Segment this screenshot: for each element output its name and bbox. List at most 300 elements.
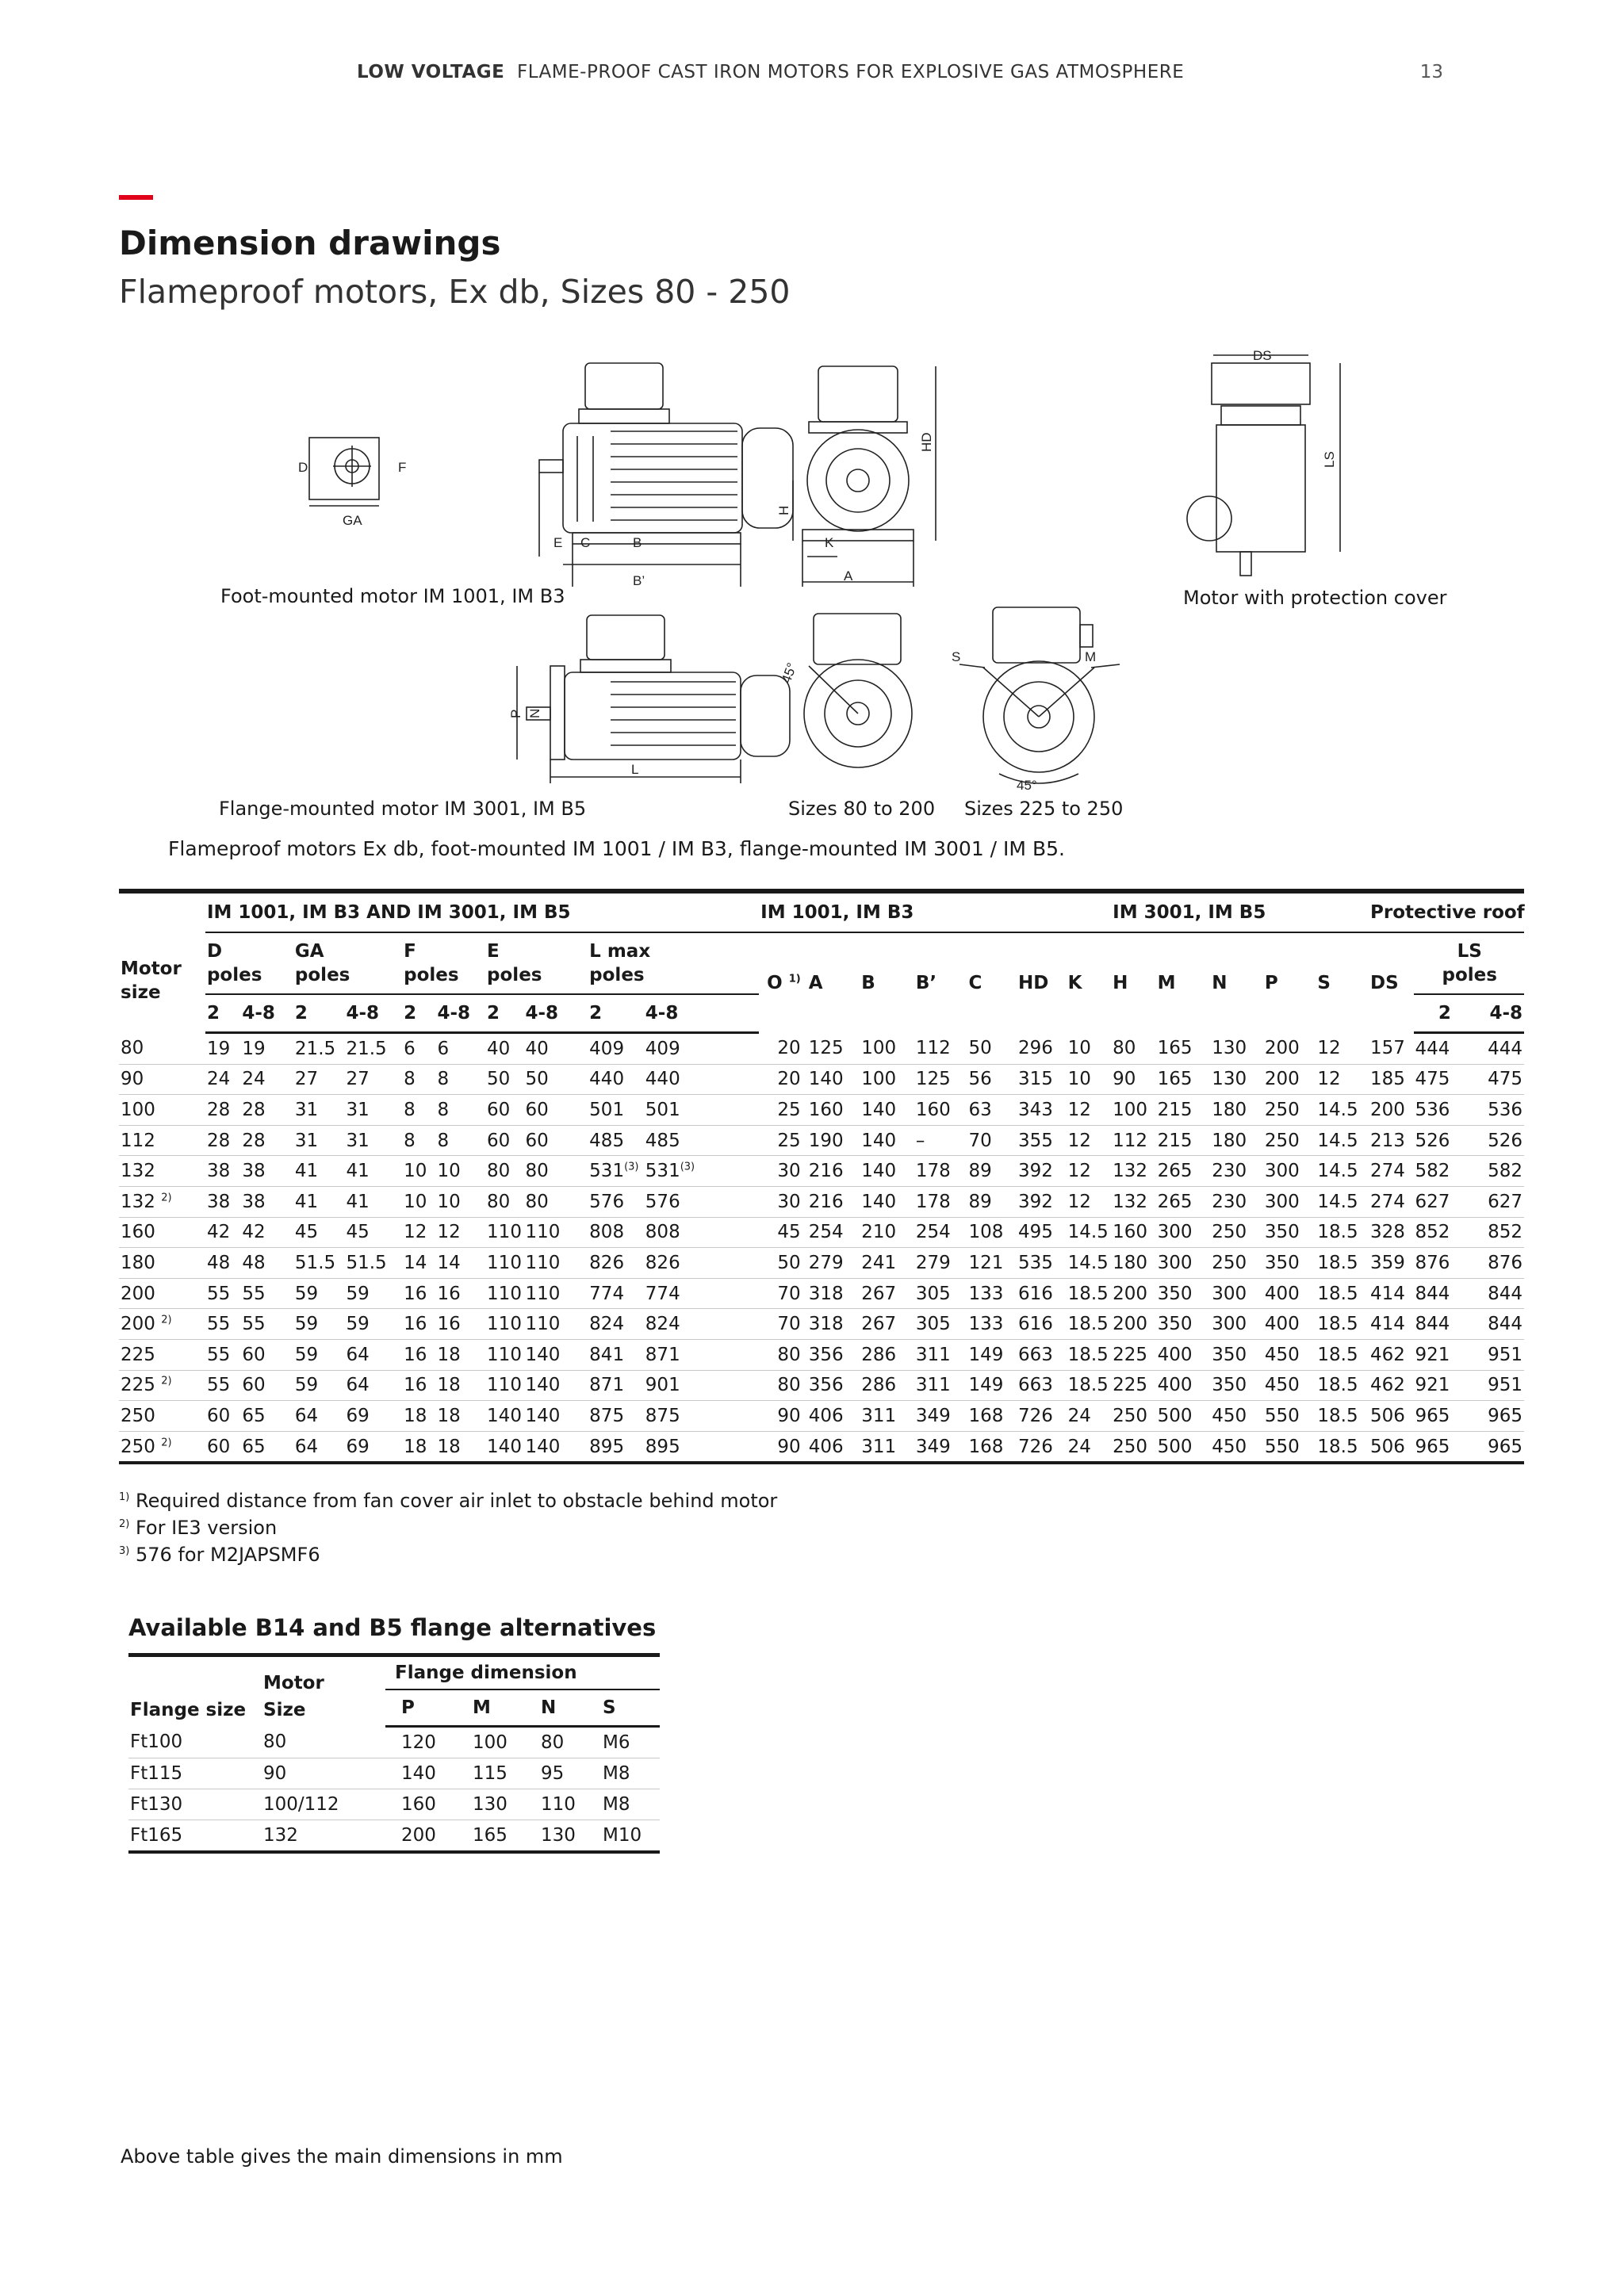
table-cell: 60 — [205, 1401, 240, 1432]
caption-sizes-large: Sizes 225 to 250 — [964, 798, 1124, 820]
table-cell: 31 — [293, 1095, 345, 1126]
section-accent-bar — [119, 195, 153, 200]
table-cell: 852 — [1474, 1217, 1524, 1248]
th-blank — [119, 891, 205, 932]
label-M: M — [1085, 649, 1097, 664]
th-H: H — [1111, 932, 1156, 1033]
table-cell: 133 — [967, 1278, 1017, 1309]
table-cell: 80 — [523, 1156, 588, 1187]
table-cell: 300 — [1210, 1278, 1263, 1309]
dimension-table-body — [119, 1033, 1524, 1464]
table-cell: 18 — [436, 1339, 486, 1370]
table-cell: 274 — [1369, 1186, 1414, 1217]
table-cell: 10 — [402, 1186, 435, 1217]
table-cell: 627 — [1414, 1186, 1475, 1217]
th-S: S — [1316, 932, 1369, 1033]
table-cell: 60 — [205, 1431, 240, 1463]
th-flange-S: S — [595, 1689, 660, 1727]
table-cell: 18 — [402, 1431, 435, 1463]
table-cell: 409 — [588, 1033, 644, 1065]
table-cell: 69 — [344, 1401, 402, 1432]
table-cell: 18.5 — [1067, 1309, 1112, 1340]
th-L-2: 2 — [588, 994, 644, 1033]
table-cell: 80 — [1111, 1033, 1156, 1065]
table-cell: 48 — [240, 1248, 293, 1279]
table-cell: 485 — [644, 1125, 759, 1156]
table-cell: 311 — [860, 1401, 914, 1432]
label-P: P — [508, 709, 523, 718]
table-cell: 140 — [523, 1401, 588, 1432]
cell-flange: Ft115 — [128, 1758, 262, 1789]
th-A: A — [807, 932, 860, 1033]
cell-motor-size: 132 — [119, 1156, 205, 1187]
table-cell: 286 — [860, 1339, 914, 1370]
table-row — [119, 1095, 1524, 1126]
table-cell: 149 — [967, 1339, 1017, 1370]
cell-M: 115 — [457, 1758, 525, 1789]
table-cell: 286 — [860, 1370, 914, 1401]
table-cell: 140 — [485, 1401, 523, 1432]
footnote-3: $^{3)}$ 576 for M2JAPSMF6 — [119, 1544, 320, 1566]
cell-M: 130 — [457, 1789, 525, 1820]
table-cell: 576 — [644, 1186, 759, 1217]
flange-mounted-side-drawing — [508, 615, 790, 783]
table-cell: 168 — [967, 1401, 1017, 1432]
label-C: C — [580, 535, 591, 550]
table-cell: 89 — [967, 1156, 1017, 1187]
table-cell: 844 — [1474, 1309, 1524, 1340]
table-cell: 8 — [436, 1095, 486, 1126]
table-cell: 8 — [402, 1095, 435, 1126]
table-cell: 110 — [485, 1248, 523, 1279]
th-flange-M: M — [457, 1689, 525, 1727]
table-cell: 110 — [523, 1309, 588, 1340]
table-cell: 59 — [293, 1370, 345, 1401]
table-cell: 824 — [644, 1309, 759, 1340]
table-cell: 318 — [807, 1278, 860, 1309]
table-cell: 18.5 — [1316, 1217, 1369, 1248]
table-cell: 160 — [807, 1095, 860, 1126]
label-45-deg-small: 45° — [778, 660, 800, 686]
table-cell: 140 — [860, 1156, 914, 1187]
table-cell: 485 — [588, 1125, 644, 1156]
figure-caption: Flameproof motors Ex db, foot-mounted IM 1001 / IM B3, flange-mounted IM 3001 / IM B5. — [168, 837, 1065, 860]
table-cell: 826 — [588, 1248, 644, 1279]
table-cell: 50 — [523, 1064, 588, 1095]
table-cell: 130 — [1210, 1033, 1263, 1065]
th-group-b5: IM 3001, IM B5 — [1111, 891, 1369, 932]
table-cell: 18 — [436, 1370, 486, 1401]
table-cell: 100 — [860, 1033, 914, 1065]
table-cell: 965 — [1474, 1401, 1524, 1432]
table-cell: 350 — [1156, 1309, 1211, 1340]
table-cell: 60 — [240, 1370, 293, 1401]
th-B: B — [860, 932, 914, 1033]
table-cell: 535 — [1017, 1248, 1067, 1279]
table-cell: 19 — [240, 1033, 293, 1065]
table-cell: 462 — [1369, 1339, 1414, 1370]
table-cell: 24 — [240, 1064, 293, 1095]
table-row — [119, 1217, 1524, 1248]
table-cell: 400 — [1263, 1309, 1316, 1340]
table-cell: 450 — [1263, 1339, 1316, 1370]
cell-motor-size: 225 — [119, 1339, 205, 1370]
footnote-2: $^{2)}$ For IE3 version — [119, 1517, 278, 1539]
table-cell: 121 — [967, 1248, 1017, 1279]
cell-flange: Ft165 — [128, 1820, 262, 1853]
table-cell: 230 — [1210, 1156, 1263, 1187]
table-cell: 216 — [807, 1156, 860, 1187]
table-row — [119, 1125, 1524, 1156]
th-GA: GA poles — [293, 932, 402, 994]
table-cell: 24 — [1067, 1401, 1112, 1432]
table-cell: 213 — [1369, 1125, 1414, 1156]
table-cell: 844 — [1414, 1278, 1475, 1309]
table-cell: 355 — [1017, 1125, 1067, 1156]
table-cell: 12 — [1067, 1186, 1112, 1217]
table-cell: 48 — [205, 1248, 240, 1279]
table-cell: 14.5 — [1316, 1095, 1369, 1126]
table-cell: 14.5 — [1067, 1248, 1112, 1279]
th-group-b3: IM 1001, IM B3 — [759, 891, 1111, 932]
table-cell: 18.5 — [1316, 1370, 1369, 1401]
cell-motor-size: 250 — [119, 1401, 205, 1432]
table-cell: 80 — [759, 1370, 807, 1401]
table-cell: 440 — [588, 1064, 644, 1095]
table-cell: 876 — [1474, 1248, 1524, 1279]
table-cell: 265 — [1156, 1186, 1211, 1217]
cell-motor-size: 225 $^{2)}$ — [119, 1370, 205, 1401]
table-cell: 414 — [1369, 1278, 1414, 1309]
table-row — [119, 1401, 1524, 1432]
th-flange-dimension: Flange dimension — [385, 1655, 660, 1690]
table-cell: 28 — [240, 1125, 293, 1156]
table-cell: 41 — [344, 1186, 402, 1217]
table-cell: 112 — [1111, 1125, 1156, 1156]
table-cell: 40 — [523, 1033, 588, 1065]
protection-cover-drawing — [1187, 349, 1340, 576]
table-cell: 18.5 — [1316, 1401, 1369, 1432]
table-cell: 871 — [588, 1370, 644, 1401]
table-cell: 406 — [807, 1401, 860, 1432]
flange-end-small-drawing — [779, 614, 912, 767]
table-cell: 215 — [1156, 1095, 1211, 1126]
table-cell: 20 — [759, 1033, 807, 1065]
table-cell: 895 — [644, 1431, 759, 1463]
table-cell: 300 — [1263, 1156, 1316, 1187]
cell-motor-size: 100 — [119, 1095, 205, 1126]
table-cell: 871 — [644, 1339, 759, 1370]
table-cell: 808 — [644, 1217, 759, 1248]
table-row — [119, 1370, 1524, 1401]
footnote-1: $^{1)}$ Required distance from fan cover air inlet to obstacle behind motor — [119, 1490, 778, 1512]
table-cell: 774 — [644, 1278, 759, 1309]
table-cell: 951 — [1474, 1370, 1524, 1401]
table-cell: 506 — [1369, 1431, 1414, 1463]
table-row — [119, 1248, 1524, 1279]
caption-foot-mounted: Foot-mounted motor IM 1001, IM B3 — [220, 585, 565, 607]
table-cell: 350 — [1210, 1370, 1263, 1401]
table-cell: 100 — [860, 1064, 914, 1095]
table-cell: 279 — [914, 1248, 967, 1279]
table-cell: 18.5 — [1316, 1431, 1369, 1463]
header-category: LOW VOLTAGE — [357, 62, 505, 82]
th-motor-size — [119, 932, 205, 1033]
table-cell: 965 — [1414, 1401, 1475, 1432]
table-cell: 178 — [914, 1186, 967, 1217]
label-B-prime: B’ — [633, 573, 645, 588]
table-cell: 250 — [1111, 1431, 1156, 1463]
table-cell: 305 — [914, 1309, 967, 1340]
table-cell: 64 — [344, 1339, 402, 1370]
running-header — [357, 62, 1184, 82]
table-cell: 200 — [1111, 1309, 1156, 1340]
th-Bp: B’ — [914, 932, 967, 1033]
cell-flange: Ft130 — [128, 1789, 262, 1820]
table-cell: 80 — [759, 1339, 807, 1370]
table-cell: 318 — [807, 1309, 860, 1340]
cell-motor-size: 112 — [119, 1125, 205, 1156]
table-cell: 125 — [914, 1064, 967, 1095]
table-cell: 55 — [205, 1278, 240, 1309]
th-D: D poles — [205, 932, 293, 994]
cell-motor-size: 200 — [119, 1278, 205, 1309]
cell-P: 160 — [385, 1789, 457, 1820]
table-cell: 965 — [1474, 1431, 1524, 1463]
th-D-2: 2 — [205, 994, 240, 1033]
table-cell: 90 — [759, 1401, 807, 1432]
page-number: 13 — [1419, 62, 1443, 82]
table-cell: 80 — [485, 1186, 523, 1217]
th-L-48: 4-8 — [644, 994, 759, 1033]
table-cell: 774 — [588, 1278, 644, 1309]
th-E-2: 2 — [485, 994, 523, 1033]
table-cell: 64 — [344, 1370, 402, 1401]
label-E: E — [553, 535, 563, 550]
table-cell: 27 — [344, 1064, 402, 1095]
flange-end-large-drawing — [952, 607, 1120, 793]
table-cell: 18.5 — [1316, 1248, 1369, 1279]
table-cell: 824 — [588, 1309, 644, 1340]
table-cell: 16 — [436, 1278, 486, 1309]
th-motor: Motor — [121, 959, 182, 980]
table-cell: 41 — [344, 1156, 402, 1187]
header-title: FLAME-PROOF CAST IRON MOTORS FOR EXPLOSIVE GAS ATMOSPHERE — [516, 62, 1185, 82]
label-GA: GA — [343, 513, 362, 528]
table-cell: 349 — [914, 1431, 967, 1463]
table-cell: 444 — [1414, 1033, 1475, 1065]
table-cell: 400 — [1263, 1278, 1316, 1309]
table-cell: 180 — [1210, 1125, 1263, 1156]
table-cell: 400 — [1156, 1370, 1211, 1401]
cell-S: M8 — [595, 1789, 660, 1820]
table-cell: 895 — [588, 1431, 644, 1463]
table-cell: 110 — [485, 1217, 523, 1248]
table-cell: 250 — [1210, 1248, 1263, 1279]
th-O: O $^{1)}$ — [759, 932, 807, 1033]
table-cell: 215 — [1156, 1125, 1211, 1156]
table-cell: 274 — [1369, 1156, 1414, 1187]
table-cell: 8 — [402, 1064, 435, 1095]
table-cell: 108 — [967, 1217, 1017, 1248]
table-cell: 16 — [402, 1339, 435, 1370]
table-cell: 50 — [759, 1248, 807, 1279]
table-cell: 110 — [485, 1339, 523, 1370]
cell-N: 80 — [525, 1727, 595, 1758]
table-cell: 406 — [807, 1431, 860, 1463]
table-cell: 440 — [644, 1064, 759, 1095]
th-DS: DS — [1369, 932, 1414, 1033]
table-cell: 8 — [402, 1125, 435, 1156]
table-cell: 826 — [644, 1248, 759, 1279]
table-cell: 663 — [1017, 1339, 1067, 1370]
table-cell: 12 — [1067, 1156, 1112, 1187]
table-cell: 140 — [860, 1125, 914, 1156]
th-P: P — [1263, 932, 1316, 1033]
table-cell: 279 — [807, 1248, 860, 1279]
table-cell: 28 — [205, 1125, 240, 1156]
table-cell: 225 — [1111, 1339, 1156, 1370]
table-cell: 69 — [344, 1431, 402, 1463]
table-cell: 409 — [644, 1033, 759, 1065]
table-cell: 140 — [860, 1095, 914, 1126]
cell-motor-size: 180 — [119, 1248, 205, 1279]
table-cell: 168 — [967, 1431, 1017, 1463]
table-cell: 55 — [205, 1309, 240, 1340]
table-cell: 65 — [240, 1401, 293, 1432]
table-cell: 14.5 — [1067, 1217, 1112, 1248]
th-flange-P: P — [385, 1689, 457, 1727]
th-flange-N: N — [525, 1689, 595, 1727]
table-cell: 250 — [1210, 1217, 1263, 1248]
table-cell: 112 — [914, 1033, 967, 1065]
label-K: K — [825, 535, 834, 550]
table-cell: 267 — [860, 1278, 914, 1309]
th-F-48: 4-8 — [436, 994, 486, 1033]
table-cell: 350 — [1263, 1217, 1316, 1248]
table-cell: 300 — [1156, 1248, 1211, 1279]
table-cell: 160 — [914, 1095, 967, 1126]
table-cell: 18 — [402, 1401, 435, 1432]
table-cell: 536 — [1474, 1095, 1524, 1126]
table-cell: 190 — [807, 1125, 860, 1156]
th-flange-size: Flange size — [128, 1655, 262, 1727]
cell-M: 100 — [457, 1727, 525, 1758]
th-C: C — [967, 932, 1017, 1033]
table-cell: 500 — [1156, 1431, 1211, 1463]
cell-N: 110 — [525, 1789, 595, 1820]
table-cell: 110 — [485, 1278, 523, 1309]
th-LS-48: 4-8 — [1474, 994, 1524, 1033]
th-M: M — [1156, 932, 1211, 1033]
table-cell: 110 — [485, 1309, 523, 1340]
table-cell: 18.5 — [1316, 1309, 1369, 1340]
table-cell: 90 — [759, 1431, 807, 1463]
table-cell: 55 — [240, 1278, 293, 1309]
table-cell: 140 — [523, 1370, 588, 1401]
table-cell: 110 — [523, 1248, 588, 1279]
table-cell: 241 — [860, 1248, 914, 1279]
table-cell: 250 — [1263, 1125, 1316, 1156]
table-cell: 315 — [1017, 1064, 1067, 1095]
table-cell: 10 — [1067, 1064, 1112, 1095]
table-cell: – — [914, 1125, 967, 1156]
table-cell: 311 — [914, 1370, 967, 1401]
table-cell: 140 — [860, 1186, 914, 1217]
cell-motor: 80 — [262, 1727, 385, 1758]
table-cell: 300 — [1263, 1186, 1316, 1217]
dimension-table — [119, 889, 1524, 1464]
table-cell: 311 — [914, 1339, 967, 1370]
table-cell: 40 — [485, 1033, 523, 1065]
table-cell: 8 — [436, 1064, 486, 1095]
table-cell: 55 — [240, 1309, 293, 1340]
flange-table — [128, 1653, 660, 1854]
table-cell: 18.5 — [1316, 1278, 1369, 1309]
table-cell: 901 — [644, 1370, 759, 1401]
cell-P: 200 — [385, 1820, 457, 1853]
table-cell: 27 — [293, 1064, 345, 1095]
table-cell: 462 — [1369, 1370, 1414, 1401]
table-cell: 526 — [1414, 1125, 1475, 1156]
table-cell: 50 — [485, 1064, 523, 1095]
table-cell: 475 — [1414, 1064, 1475, 1095]
th-group-common: IM 1001, IM B3 AND IM 3001, IM B5 — [205, 891, 759, 932]
table-row — [128, 1820, 660, 1853]
table-cell: 495 — [1017, 1217, 1067, 1248]
table-row — [119, 1309, 1524, 1340]
th-GA-48: 4-8 — [344, 994, 402, 1033]
table-cell: 951 — [1474, 1339, 1524, 1370]
label-DS: DS — [1253, 349, 1272, 363]
section-title: Dimension drawings — [119, 224, 501, 262]
th-N: N — [1210, 932, 1263, 1033]
label-HD: HD — [919, 432, 934, 452]
table-cell: 125 — [807, 1033, 860, 1065]
table-cell: 59 — [293, 1339, 345, 1370]
label-N: N — [527, 708, 542, 718]
cell-S: M8 — [595, 1758, 660, 1789]
table-cell: 582 — [1474, 1156, 1524, 1187]
table-cell: 130 — [1210, 1064, 1263, 1095]
table-cell: 55 — [205, 1339, 240, 1370]
table-cell: 28 — [240, 1095, 293, 1126]
table-cell: 14.5 — [1316, 1186, 1369, 1217]
table-cell: 185 — [1369, 1064, 1414, 1095]
cell-flange: Ft100 — [128, 1727, 262, 1758]
caption-flange-mounted: Flange-mounted motor IM 3001, IM B5 — [219, 798, 587, 820]
th-K: K — [1067, 932, 1112, 1033]
table-cell: 876 — [1414, 1248, 1475, 1279]
table-cell: 18.5 — [1316, 1339, 1369, 1370]
table-cell: 25 — [759, 1125, 807, 1156]
table-cell: 180 — [1210, 1095, 1263, 1126]
table-cell: 59 — [344, 1309, 402, 1340]
table-cell: 157 — [1369, 1033, 1414, 1065]
table-cell: 921 — [1414, 1370, 1475, 1401]
table-cell: 475 — [1474, 1064, 1524, 1095]
th-group-roof: Protective roof — [1369, 891, 1524, 932]
table-cell: 45 — [344, 1217, 402, 1248]
table-cell: 21.5 — [293, 1033, 345, 1065]
table-cell: 350 — [1263, 1248, 1316, 1279]
table-cell: 414 — [1369, 1309, 1414, 1340]
th-E-48: 4-8 — [523, 994, 588, 1033]
table-cell: 30 — [759, 1186, 807, 1217]
cell-motor-size: 160 — [119, 1217, 205, 1248]
footer-note: Above table gives the main dimensions in mm — [121, 2145, 563, 2168]
table-cell: 70 — [967, 1125, 1017, 1156]
